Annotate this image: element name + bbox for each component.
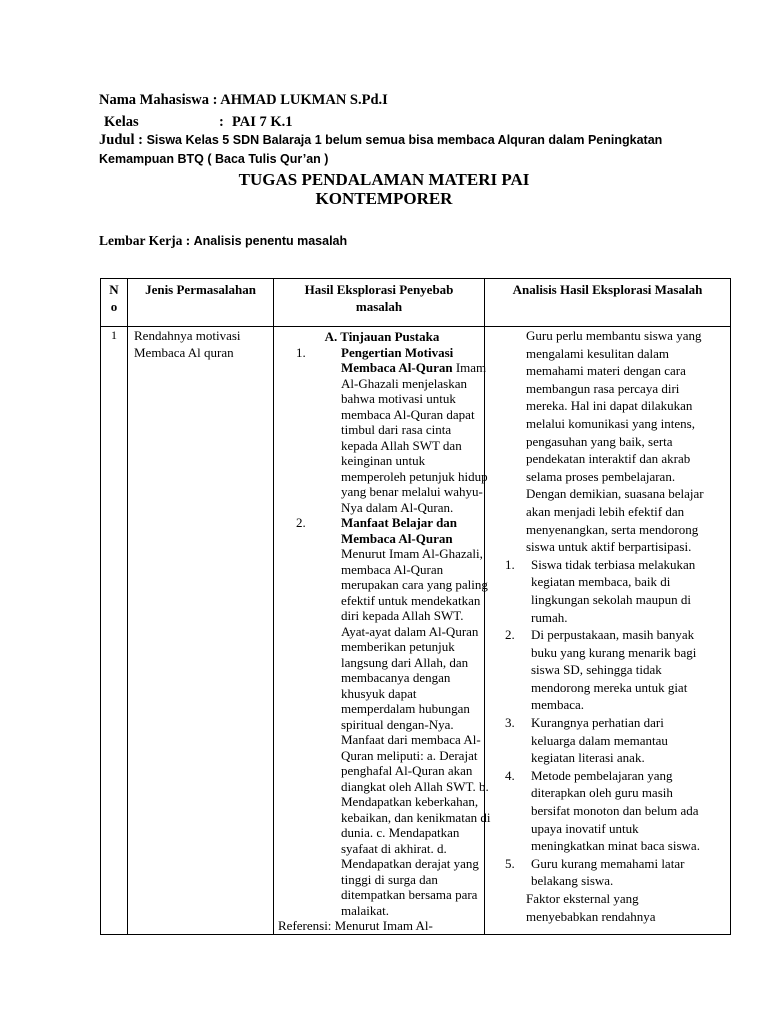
analysis-list-number: 5. bbox=[505, 855, 515, 871]
header-hasil-line-1: Hasil Eksplorasi Penyebab bbox=[304, 282, 454, 297]
exploration-items bbox=[274, 344, 491, 919]
analysis-outro-line: Faktor eksternal yang bbox=[526, 891, 639, 906]
exploration-item-body bbox=[295, 515, 491, 918]
exploration-line: diangkat oleh Allah SWT. b. bbox=[341, 778, 489, 794]
analysis-list-line: belakang siswa. bbox=[531, 873, 614, 889]
analysis-list-line: mendorong mereka untuk giat bbox=[531, 679, 688, 695]
exploration-cell bbox=[274, 327, 491, 935]
analysis-list-item bbox=[485, 767, 730, 855]
worksheet-line bbox=[99, 233, 347, 249]
analysis-list bbox=[485, 556, 730, 890]
reference-line: Referensi: Menurut Imam Al- bbox=[278, 918, 433, 933]
analysis-outro bbox=[485, 890, 730, 925]
name-value: AHMAD LUKMAN S.Pd.I bbox=[220, 92, 388, 108]
exploration-line: kebaikan, dan kenikmatan di bbox=[341, 809, 491, 825]
analysis-list-line: membaca. bbox=[531, 697, 585, 713]
header-no bbox=[101, 279, 128, 327]
analysis-list-line: rumah. bbox=[531, 609, 568, 625]
analysis-list-line: upaya inovatif untuk bbox=[531, 820, 639, 836]
worksheet-label: Lembar Kerja : bbox=[99, 233, 194, 248]
doc-title-line-2: KONTEMPORER bbox=[315, 189, 453, 208]
exploration-line: kepada Allah SWT dan bbox=[341, 437, 462, 453]
analysis-list-number: 4. bbox=[505, 767, 515, 783]
analysis-list-line: kegiatan membaca, baik di bbox=[531, 574, 671, 590]
analysis-list-line: keluarga dalam memantau bbox=[531, 732, 668, 748]
analysis-list-line: siswa SD, sehingga tidak bbox=[531, 662, 662, 678]
doc-title-line-1: TUGAS PENDALAMAN MATERI PAI bbox=[238, 170, 530, 189]
analysis-list-line: kegiatan literasi anak. bbox=[531, 750, 645, 766]
analysis-list-line: Kurangnya perhatian dari bbox=[531, 715, 664, 731]
exploration-line: Mendapatkan keberkahan, bbox=[341, 794, 479, 809]
analysis-intro-line: Dengan demikian, suasana belajar bbox=[526, 486, 704, 502]
problem-type-line-2: Membaca Al quran bbox=[134, 344, 234, 360]
analysis-list-line: Metode pembelajaran yang bbox=[531, 767, 673, 783]
analysis-list-number: 2. bbox=[505, 627, 515, 643]
exploration-line: membaca Al-Quran bbox=[341, 561, 444, 577]
analysis-list-number: 3. bbox=[505, 715, 515, 731]
table-row bbox=[101, 327, 731, 935]
analysis-intro-line: melalui komunikasi yang intens, bbox=[526, 415, 695, 431]
analysis-intro-line: pengasuhan yang baik, serta bbox=[526, 433, 673, 449]
exploration-line: Nya dalam Al-Quran. bbox=[341, 499, 454, 515]
exploration-line: Ayat-ayat dalam Al-Quran bbox=[341, 623, 479, 639]
analysis-intro-line: membangun rasa percaya diri bbox=[526, 380, 680, 396]
exploration-line: Manfaat dari membaca Al- bbox=[341, 732, 481, 747]
exploration-item-number: 1. bbox=[296, 344, 306, 360]
analysis-list-line: Guru kurang memahami latar bbox=[531, 855, 685, 871]
exploration-line: Membaca Al-Quran bbox=[341, 530, 453, 546]
analysis-intro-line: siswa untuk aktif berpartisipasi. bbox=[526, 539, 692, 555]
exploration-line: Quran meliputi: a. Derajat bbox=[341, 747, 478, 763]
exploration-item bbox=[274, 515, 491, 918]
header-analisis: Analisis Hasil Eksplorasi Masalah bbox=[485, 279, 731, 327]
exploration-line: langsung dari Allah, dan bbox=[341, 654, 469, 670]
analysis-outro-line: menyebabkan rendahnya bbox=[526, 908, 656, 924]
student-name-line bbox=[99, 92, 388, 109]
exploration-line: timbul dari rasa cinta bbox=[341, 422, 452, 437]
exploration-line: Mendapatkan derajat yang bbox=[341, 856, 479, 871]
analysis-intro bbox=[485, 327, 730, 556]
class-separator: : bbox=[219, 114, 224, 130]
exploration-item-number: 2. bbox=[296, 515, 306, 530]
table-header-row bbox=[101, 279, 731, 327]
analysis-list-line: Di perpustakaan, masih banyak bbox=[531, 627, 695, 643]
analysis-intro-line: mengalami kesulitan dalam bbox=[526, 345, 669, 361]
exploration-item-body bbox=[295, 344, 488, 516]
analysis-intro-line: akan menjadi lebih efektif dan bbox=[526, 503, 685, 519]
header-jenis: Jenis Permasalahan bbox=[128, 279, 274, 327]
analysis-list-line: meningkatkan minat baca siswa. bbox=[531, 838, 700, 854]
title-line bbox=[99, 132, 662, 149]
exploration-line: ditempatkan bersama para bbox=[341, 887, 478, 902]
judul-line-1: Siswa Kelas 5 SDN Balaraja 1 belum semua bisa membaca Alquran dalam Peningkatan bbox=[146, 133, 663, 147]
analysis-list-item bbox=[485, 714, 730, 767]
exploration-line: Menurut Imam Al-Ghazali, bbox=[341, 546, 483, 561]
analysis-list-item bbox=[485, 626, 730, 714]
exploration-line: malaikat. bbox=[341, 902, 390, 918]
analysis-list-item bbox=[485, 556, 730, 626]
exploration-line: merupakan cara yang paling bbox=[341, 577, 488, 592]
exploration-line: membaca Al-Quran dapat bbox=[341, 406, 475, 422]
exploration-line: yang benar melalui wahyu- bbox=[341, 484, 483, 499]
analysis-cell bbox=[485, 327, 731, 935]
analysis-intro-line: menyenangkan, serta mendorong bbox=[526, 521, 699, 537]
problem-type-cell bbox=[128, 327, 274, 935]
analysis-intro-line: mereka. Hal ini dapat dilakukan bbox=[526, 398, 693, 414]
header-hasil-line-2: masalah bbox=[355, 299, 403, 314]
analysis-table bbox=[100, 278, 731, 935]
analysis-list-line: diterapkan oleh guru masih bbox=[531, 785, 673, 801]
header-no-line-1: N bbox=[109, 282, 119, 297]
exploration-line: memperdalam hubungan bbox=[341, 701, 470, 716]
problem-type-line-1: Rendahnya motivasi bbox=[134, 328, 241, 343]
exploration-line: keinginan untuk bbox=[341, 453, 426, 468]
exploration-line: membacanya dengan bbox=[341, 670, 451, 685]
class-value: PAI 7 K.1 bbox=[232, 114, 293, 130]
section-a-heading: A. Tinjauan Pustaka bbox=[324, 329, 440, 344]
exploration-line: khusyuk dapat bbox=[341, 685, 417, 701]
row-number: 1 bbox=[101, 327, 128, 935]
exploration-line: bahwa motivasi untuk bbox=[341, 391, 456, 406]
exploration-item bbox=[274, 344, 488, 516]
class-line bbox=[104, 114, 293, 131]
analysis-list-line: lingkungan sekolah maupun di bbox=[531, 591, 691, 607]
analysis-intro-line: selama proses pembelajaran. bbox=[526, 468, 676, 484]
exploration-line: efektif untuk mendekatkan bbox=[341, 592, 481, 608]
exploration-line: syafaat di akhirat. d. bbox=[341, 840, 447, 856]
analysis-list-item bbox=[485, 855, 730, 890]
analysis-intro-line: pendekatan interaktif dan akrab bbox=[526, 451, 691, 467]
exploration-line: memperoleh petunjuk hidup bbox=[341, 468, 488, 484]
exploration-line: Manfaat Belajar dan bbox=[341, 515, 458, 530]
exploration-line: Membaca Al-Quran Imam bbox=[341, 360, 487, 375]
exploration-line: diri kepada Allah SWT. bbox=[341, 608, 464, 623]
exploration-line: Pengertian Motivasi bbox=[341, 344, 454, 360]
analysis-intro-line: memahami materi dengan cara bbox=[526, 363, 686, 379]
exploration-line: spiritual dengan-Nya. bbox=[341, 716, 454, 732]
exploration-line: dunia. c. Mendapatkan bbox=[341, 825, 460, 840]
exploration-line: penghafal Al-Quran akan bbox=[341, 763, 473, 778]
class-label: Kelas bbox=[104, 114, 139, 130]
exploration-line: Al-Ghazali menjelaskan bbox=[341, 375, 467, 391]
exploration-line: memberikan petunjuk bbox=[341, 639, 455, 654]
analysis-list-line: Siswa tidak terbiasa melakukan bbox=[531, 556, 696, 572]
judul-label: Judul : bbox=[99, 132, 147, 148]
worksheet-value: Analisis penentu masalah bbox=[193, 234, 348, 248]
judul-line-2: Kemampuan BTQ ( Baca Tulis Qur’an ) bbox=[99, 152, 329, 166]
analysis-intro-line: Guru perlu membantu siswa yang bbox=[526, 328, 702, 343]
exploration-line: tinggi di surga dan bbox=[341, 871, 438, 887]
analysis-list-line: bersifat monoton dan belum ada bbox=[531, 803, 699, 819]
name-label: Nama Mahasiswa : bbox=[99, 92, 221, 108]
analysis-list-number: 1. bbox=[505, 556, 515, 572]
analysis-list-line: buku yang kurang menarik bagi bbox=[531, 644, 697, 660]
header-no-line-2: o bbox=[110, 299, 118, 314]
header-hasil bbox=[274, 279, 485, 327]
